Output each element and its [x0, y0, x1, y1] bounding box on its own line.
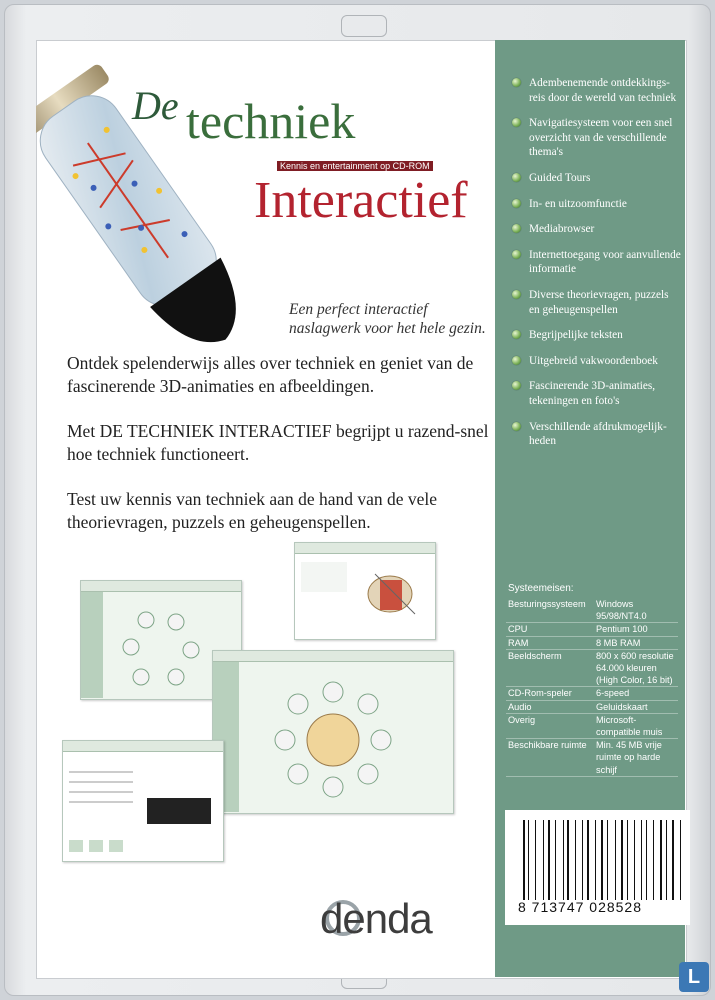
barcode-bar: [660, 820, 662, 900]
features-list: [512, 76, 682, 449]
barcode-bar: [553, 820, 554, 900]
barcode-bar: [650, 820, 652, 900]
feature-item: Adembenemende ontdekkings-reis door de wereld van techniek: [512, 76, 682, 105]
feature-item: Mediabrowser: [512, 222, 682, 237]
barcode-bar: [564, 820, 565, 900]
barcode-bar: [578, 820, 580, 900]
barcode-bar: [526, 820, 527, 900]
barcode-bar: [575, 820, 576, 900]
bullet-icon: [512, 356, 521, 365]
screenshot-thumbnail-4: [62, 740, 224, 862]
intro-paragraph-3: Test uw kennis van techniek aan de hand van de vele theorievragen, puzzels en geheugenspellen.: [67, 489, 438, 532]
barcode-bar: [567, 820, 569, 900]
feature-item: Uitgebreid vakwoordenboek: [512, 354, 682, 369]
barcode-bar: [587, 820, 589, 900]
title-de: De: [132, 83, 179, 128]
barcode-bar: [611, 820, 613, 900]
barcode-bar: [630, 820, 632, 900]
barcode-number: 8 713747 028528: [518, 899, 642, 915]
title-interactief: Interactief: [254, 172, 468, 229]
barcode-bar: [532, 820, 534, 900]
barcode-bar: [601, 820, 603, 900]
title-techniek: techniek: [186, 93, 356, 149]
barcode-bar: [595, 820, 596, 900]
barcode-bar: [598, 820, 599, 900]
tagline: Een perfect interactief naslagwerk voor het hele gezin.: [289, 301, 486, 337]
barcode-bar: [572, 820, 574, 900]
barcode-bar: [545, 820, 546, 900]
barcode-bar: [617, 820, 618, 900]
feature-item: Internettoegang voor aanvullende informatie: [512, 248, 682, 277]
feature-item: Diverse theorievragen, puzzels en geheugenspellen: [512, 288, 682, 317]
table-row: Audio Geluidskaart: [506, 700, 678, 713]
barcode-bar: [637, 820, 638, 900]
feature-item: Guided Tours: [512, 171, 682, 186]
barcode-bar: [646, 820, 647, 900]
table-row: CPU Pentium 100: [506, 623, 678, 636]
barcode-bar: [535, 820, 536, 900]
barcode-bar: [627, 820, 628, 900]
bullet-icon: [512, 173, 521, 182]
barcode-bar: [538, 820, 540, 900]
barcode-bar: [584, 820, 585, 900]
barcode-bar: [582, 820, 583, 900]
barcode-bar: [676, 820, 677, 900]
bullet-icon: [512, 78, 521, 87]
barcode-bar: [592, 820, 594, 900]
intro-paragraph-2: Met DE TECHNIEK INTERACTIEF begrijpt u razend-snel hoe techniek functioneert.: [67, 421, 489, 464]
bullet-icon: [512, 330, 521, 339]
bullet-icon: [512, 422, 521, 431]
table-row: CD-Rom-speler 6-speed: [506, 687, 678, 700]
table-row: Beeldscherm 800 x 600 resolutie 64.000 kleuren (High Color, 16 bit): [506, 649, 678, 687]
feature-item: Begrijpelijke teksten: [512, 328, 682, 343]
barcode-bar: [523, 820, 525, 900]
theme-wheel-image: [213, 662, 453, 812]
barcode-bar: [563, 820, 564, 900]
barcode-bar: [555, 820, 556, 900]
feature-item: Fascinerende 3D-animaties, tekeningen en foto's: [512, 379, 682, 408]
bullet-icon: [512, 250, 521, 259]
bullet-icon: [512, 118, 521, 127]
barcode-bar: [672, 820, 674, 900]
barcode-bar: [548, 820, 550, 900]
table-row: Besturingssysteem Windows 95/98/NT4.0: [506, 598, 678, 623]
system-requirements-title: Systeemeisen:: [508, 583, 574, 594]
table-row: RAM 8 MB RAM: [506, 636, 678, 649]
system-requirements-table: [506, 598, 678, 777]
barcode-bar: [653, 820, 654, 900]
barcode-bar: [670, 820, 671, 900]
barcode: [523, 820, 685, 900]
barcode-bar: [643, 820, 645, 900]
barcode-bar: [656, 820, 657, 900]
table-row: Overig Microsoft-compatible muis: [506, 713, 678, 738]
bullet-icon: [512, 224, 521, 233]
barcode-bar: [558, 820, 560, 900]
subtitle: Kennis en entertainment op CD-ROM: [277, 161, 433, 171]
barcode-bar: [666, 820, 667, 900]
intro-paragraph-1: Ontdek spelenderwijs alles over techniek en geniet van de fascinerende 3D-animaties en afbeeldingen.: [67, 353, 474, 396]
feature-item: Verschillende afdrukmogelijk-heden: [512, 420, 682, 449]
barcode-bar: [621, 820, 623, 900]
table-row: Beschikbare ruimte Min. 45 MB vrije ruimte op harde schijf: [506, 739, 678, 777]
barcode-bar: [607, 820, 609, 900]
barcode-bar: [641, 820, 642, 900]
bullet-icon: [512, 381, 521, 390]
price-tag-corner: L: [679, 962, 709, 992]
quiz-screen-image: [63, 752, 223, 860]
feature-item: In- en uitzoomfunctie: [512, 197, 682, 212]
barcode-bar: [682, 820, 683, 900]
barcode-bar: [615, 820, 616, 900]
bullet-icon: [512, 290, 521, 299]
barcode-bar: [604, 820, 605, 900]
screenshot-thumbnail-3: [212, 650, 454, 814]
engine-diagram-image: [295, 554, 435, 638]
barcode-bar: [624, 820, 625, 900]
denda-logo: denda: [320, 895, 432, 942]
case-clip-top: [341, 15, 387, 37]
barcode-bar: [528, 820, 529, 900]
barcode-bar: [680, 820, 682, 900]
screenshot-thumbnail-1: [294, 542, 436, 640]
barcode-bar: [634, 820, 636, 900]
barcode-bar: [543, 820, 545, 900]
feature-item: Navigatiesysteem voor een snel overzicht van de verschillende thema's: [512, 116, 682, 160]
bullet-icon: [512, 199, 521, 208]
barcode-bar: [663, 820, 665, 900]
